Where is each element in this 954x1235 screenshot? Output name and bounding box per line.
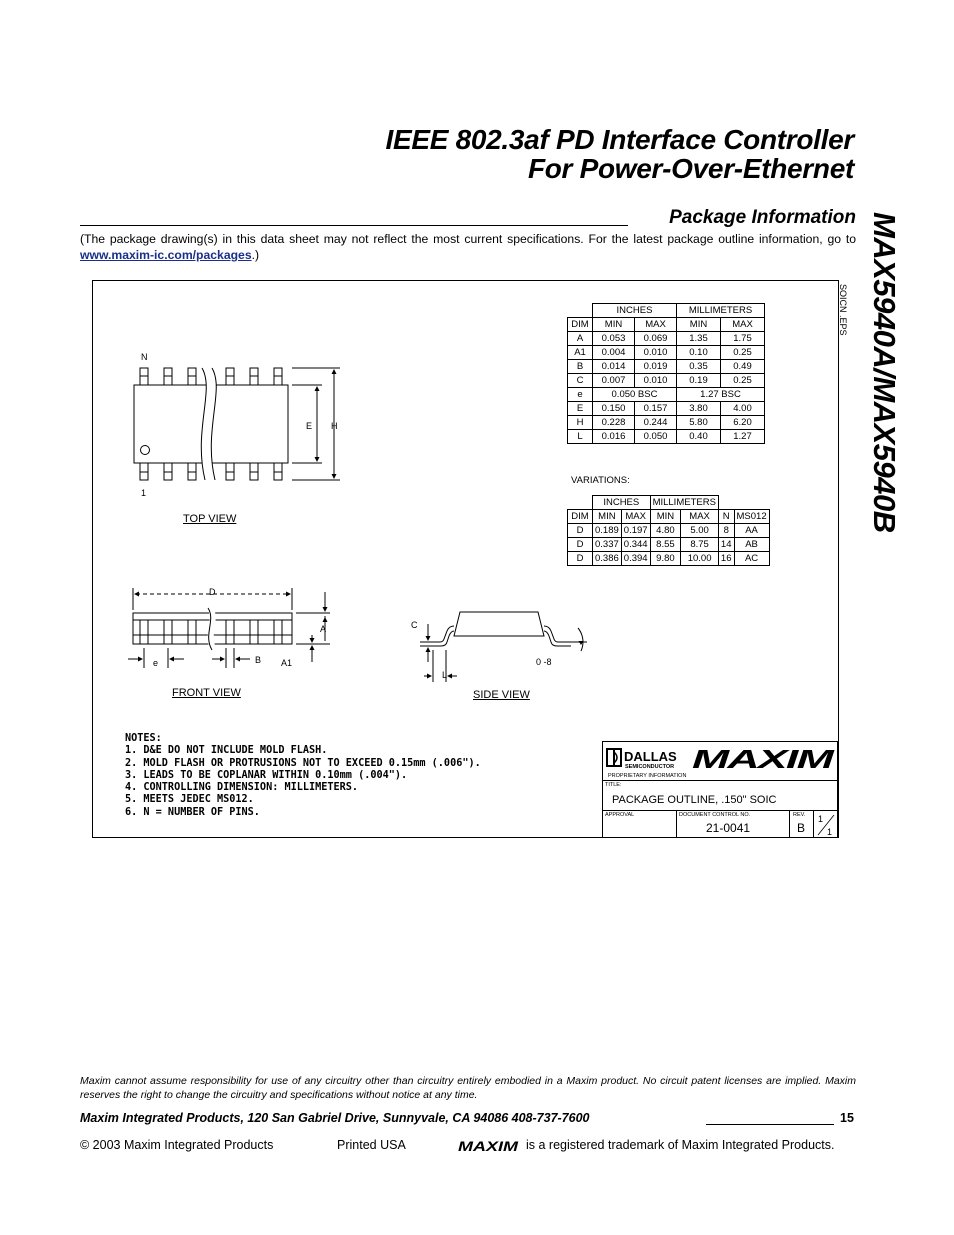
table-cell: 0.004: [593, 346, 635, 360]
table-cell: 0.344: [621, 538, 650, 552]
variations-label: VARIATIONS:: [571, 475, 630, 486]
note-item: 5. MEETS JEDEC MS012.: [125, 794, 254, 806]
section-title: Package Information: [669, 207, 856, 228]
label-l: L: [442, 670, 448, 680]
table-cell: 1.27 BSC: [677, 388, 765, 402]
table-cell: 0.386: [593, 552, 622, 566]
table-cell: E: [568, 402, 593, 416]
table-cell: 5.80: [677, 416, 721, 430]
disclaimer-text: Maxim cannot assume responsibility for use of any circuitry other than circuitry entirely embodied in a Maxim product. No circuit patent licenses are implied. Maxim reserves the right to change the circuitry and specifications without notice at any time.: [80, 1075, 856, 1101]
table-cell: D: [568, 524, 593, 538]
side-view-label: SIDE VIEW: [473, 689, 530, 701]
title-block-divider: [603, 810, 837, 811]
dallas-logo-icon: [607, 749, 677, 770]
table-cell: e: [568, 388, 593, 402]
table-corner: [718, 496, 734, 510]
table-column-header-row: [568, 318, 765, 332]
table-cell: 0.337: [593, 538, 622, 552]
drawing-title-block: [602, 741, 838, 838]
group-header-millimeters: MILLIMETERS: [677, 304, 765, 318]
column-header: MAX: [681, 510, 719, 524]
table-cell: 10.00: [681, 552, 719, 566]
label-b: B: [255, 655, 262, 665]
column-header: MAX: [721, 318, 765, 332]
table-cell: 0.010: [635, 374, 677, 388]
table-row: [568, 388, 765, 402]
note-item: 6. N = NUMBER OF PINS.: [125, 806, 260, 818]
title-block-divider: [603, 780, 837, 781]
maxim-logo-icon: MAXIM: [692, 744, 836, 772]
table-cell: D: [568, 552, 593, 566]
label-lead-angle: 0 -8: [536, 657, 552, 667]
table-cell: 8.75: [681, 538, 719, 552]
sheet-count: [814, 811, 837, 838]
table-column-header-row: [568, 510, 770, 524]
column-header: MS012: [734, 510, 769, 524]
label-a: A: [320, 624, 327, 634]
table-row: [568, 360, 765, 374]
approval-label: APPROVAL: [605, 812, 635, 818]
table-row: [568, 524, 770, 538]
table-cell: 0.007: [593, 374, 635, 388]
notes-heading: NOTES:: [125, 733, 162, 744]
intro-end: .): [251, 248, 260, 262]
table-cell: C: [568, 374, 593, 388]
page-number: 15: [840, 1111, 854, 1125]
label-pitch-e: e: [153, 658, 159, 668]
table-group-header-row: [568, 304, 765, 318]
table-cell: 0.014: [593, 360, 635, 374]
table-cell: 1.35: [677, 332, 721, 346]
variations-table: [567, 495, 770, 566]
top-view-label: TOP VIEW: [183, 513, 237, 525]
table-cell: 0.050 BSC: [593, 388, 677, 402]
section-rule: [80, 225, 628, 226]
maxim-footer-logo-icon: [458, 1139, 520, 1153]
copyright-text: © 2003 Maxim Integrated Products: [80, 1138, 274, 1152]
label-e: E: [306, 421, 313, 431]
part-number-side-title: MAX5940A/MAX5940B: [867, 212, 902, 533]
table-cell: 0.157: [635, 402, 677, 416]
table-cell: 5.00: [681, 524, 719, 538]
sheet-number: 1: [818, 814, 824, 824]
document-number: 21-0041: [706, 821, 751, 835]
table-cell: 0.25: [721, 346, 765, 360]
table-row: [568, 538, 770, 552]
document-title-line2: For Power-Over-Ethernet: [527, 153, 854, 184]
label-d: D: [209, 587, 216, 597]
packages-link[interactable]: www.maxim-ic.com/packages: [80, 248, 252, 262]
group-header-inches: INCHES: [593, 304, 677, 318]
notes-block: [125, 733, 481, 819]
table-cell: 3.80: [677, 402, 721, 416]
dallas-logo-text: DALLAS: [624, 749, 677, 764]
column-header: MAX: [635, 318, 677, 332]
note-item: 2. MOLD FLASH OR PROTRUSIONS NOT TO EXCEED 0.15mm (.006").: [125, 757, 481, 769]
table-cell: A1: [568, 346, 593, 360]
maxim-footer-logo-text: MAXIM: [458, 1139, 519, 1153]
table-cell: 9.80: [650, 552, 681, 566]
intro-text: (The package drawing(s) in this data sheet may not reflect the most current specifications. For the latest package outline information, go to: [80, 232, 856, 246]
printed-in-text: Printed USA: [337, 1138, 406, 1152]
table-cell: H: [568, 416, 593, 430]
column-header: MAX: [621, 510, 650, 524]
table-cell: 0.394: [621, 552, 650, 566]
table-cell: B: [568, 360, 593, 374]
title-label: TITLE:: [605, 782, 622, 788]
table-cell: 0.40: [677, 430, 721, 444]
table-group-header-row: [568, 496, 770, 510]
column-header: MIN: [593, 318, 635, 332]
note-item: 1. D&E DO NOT INCLUDE MOLD FLASH.: [125, 745, 328, 757]
table-cell: 0.228: [593, 416, 635, 430]
table-cell: 4.80: [650, 524, 681, 538]
document-control-label: DOCUMENT CONTROL NO.: [679, 812, 751, 818]
table-cell: 1.75: [721, 332, 765, 346]
proprietary-label: PROPRIETARY INFORMATION: [608, 773, 687, 779]
table-cell: A: [568, 332, 593, 346]
note-item: 4. CONTROLLING DIMENSION: MILLIMETERS.: [125, 782, 359, 794]
company-address: Maxim Integrated Products, 120 San Gabriel Drive, Sunnyvale, CA 94086 408-737-7600: [80, 1111, 590, 1125]
table-cell: AC: [734, 552, 769, 566]
sheet-total: 1: [827, 827, 833, 837]
group-header-inches: INCHES: [593, 496, 651, 510]
table-cell: 1.27: [721, 430, 765, 444]
drawing-file-id: SOICN .EPS: [838, 284, 848, 336]
table-cell: 0.35: [677, 360, 721, 374]
document-title-line1: IEEE 802.3af PD Interface Controller: [385, 124, 854, 155]
table-cell: 0.069: [635, 332, 677, 346]
group-header-millimeters: MILLIMETERS: [650, 496, 718, 510]
table-cell: 0.189: [593, 524, 622, 538]
table-cell: 0.244: [635, 416, 677, 430]
table-row: [568, 416, 765, 430]
table-cell: 0.150: [593, 402, 635, 416]
intro-paragraph: [80, 231, 856, 263]
table-cell: AA: [734, 524, 769, 538]
table-row: [568, 332, 765, 346]
table-cell: 0.053: [593, 332, 635, 346]
column-header: DIM: [568, 318, 593, 332]
table-cell: 16: [718, 552, 734, 566]
column-header: MIN: [650, 510, 681, 524]
table-cell: 0.25: [721, 374, 765, 388]
title-block-divider: [789, 810, 790, 838]
table-corner: [568, 304, 593, 318]
table-cell: 6.20: [721, 416, 765, 430]
label-h: H: [331, 421, 338, 431]
table-cell: 0.197: [621, 524, 650, 538]
table-row: [568, 430, 765, 444]
label-1: 1: [141, 488, 147, 498]
table-cell: D: [568, 538, 593, 552]
dimensions-table: [567, 303, 765, 444]
note-item: 3. LEADS TO BE COPLANAR WITHIN 0.10mm (.004").: [125, 769, 408, 781]
table-cell: AB: [734, 538, 769, 552]
label-n: N: [141, 352, 148, 362]
table-row: [568, 346, 765, 360]
label-c: C: [411, 620, 418, 630]
table-cell: 0.016: [593, 430, 635, 444]
table-cell: 8: [718, 524, 734, 538]
package-outline-title: PACKAGE OUTLINE, .150" SOIC: [612, 794, 777, 806]
table-cell: 4.00: [721, 402, 765, 416]
table-cell: 0.019: [635, 360, 677, 374]
front-view-label: FRONT VIEW: [172, 687, 241, 699]
column-header: N: [718, 510, 734, 524]
table-corner: [568, 496, 593, 510]
table-cell: 0.19: [677, 374, 721, 388]
table-row: [568, 552, 770, 566]
table-cell: 0.10: [677, 346, 721, 360]
table-cell: L: [568, 430, 593, 444]
column-header: MIN: [593, 510, 622, 524]
table-row: [568, 402, 765, 416]
table-cell: 0.49: [721, 360, 765, 374]
table-corner: [734, 496, 769, 510]
revision-label: REV.: [793, 812, 806, 818]
footer-rule: [706, 1124, 834, 1125]
table-row: [568, 374, 765, 388]
revision-value: B: [797, 821, 806, 835]
table-cell: 8.55: [650, 538, 681, 552]
title-block-divider: [676, 810, 677, 838]
table-cell: 14: [718, 538, 734, 552]
table-cell: 0.010: [635, 346, 677, 360]
semiconductor-logo-text: SEMICONDUCTOR: [625, 764, 675, 770]
column-header: DIM: [568, 510, 593, 524]
label-a1: A1: [281, 658, 293, 668]
trademark-text: is a registered trademark of Maxim Integrated Products.: [526, 1138, 835, 1152]
title-block-logos: [603, 742, 837, 772]
column-header: MIN: [677, 318, 721, 332]
table-cell: 0.050: [635, 430, 677, 444]
